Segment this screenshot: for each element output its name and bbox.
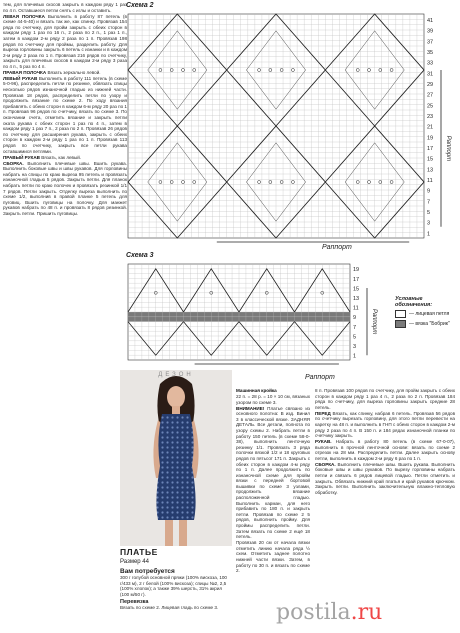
paragraph [3,14,127,70]
paragraph: 22 п. = 28 р. = 10 × 10 см, вязаных узором по схеме 3. [236,393,310,405]
row-number: 31 [427,71,434,78]
row-number: 5 [353,334,357,341]
postila-watermark [276,600,382,625]
row-number: 9 [427,188,431,195]
row-number: 39 [427,28,434,35]
middle-text-column [236,388,310,574]
dress-title: ПЛАТЬЕ [120,547,158,557]
section-heading: ЛЕВЫЙ РУКАВ [3,75,38,81]
row-number: 13 [353,296,360,302]
paragraph [3,76,127,154]
row-number: 1 [427,231,431,238]
paragraph [315,439,455,461]
row-number: 13 [427,167,434,174]
materials-heading: Вам потребуется [120,568,175,575]
legend-item [395,320,457,328]
row-number: 41 [427,18,434,24]
row-number: 23 [427,114,434,120]
magazine-header: ДЕЗОН [158,372,194,378]
legend-heading: Условные обозначения: [395,296,433,308]
dress-size: Размер 44 [120,559,149,565]
paragraph-text: Набрать в работу 80 петель (в схеме 67-0-07), выполнить в прочной ленточной основе: вязать по схеме 2 отрезок на 28 мм. Распределить петли. Далее закрыть основу петли, выполнить в каждом 2-м ряду 6 раз по 1 п. [315,439,455,461]
model-figure-icon [120,370,232,546]
section-heading: ПРАВАЯ ПОЛОЧКА [3,69,47,75]
paragraph-text: Выполнить в работу 87 петель (в схеме 44-5-40) и вязать так же, как спинку. Провязав 154 ряда по счетчику, для пройм закрыть с обеих сторон в каждом ряду 1 раз по 16 п., 2 раза по 2 п., 1 раз 1 п., затем в каждом 2-м ряду 2 раза по 1 п. Провязав 198 рядов по счетчику для проймы, разделить работу. Для выреза горловины закрыть 6 петель с изнанки и в каждом 2-м ряду 2 раза по 1 п. Провязав 216 рядов по счетчику, закрыть для плечевых скосов в каждом 2-м ряду 3 раза по 4 п., 5 раз по 4 п. [3,13,127,69]
schema3-title: Схема 3 [126,252,154,259]
row-number: 9 [353,315,357,322]
section-heading: РУКАВ. [315,439,332,445]
row-number: 29 [427,82,434,88]
row-number: 35 [427,50,434,56]
watermark-text: postila [276,600,351,625]
row-number: 21 [427,124,434,131]
row-number: 25 [427,103,434,110]
paragraph [315,411,455,439]
model-photo [120,370,232,546]
schema2-chart [126,12,460,244]
gauge-text: Вязать по схеме 2. Лицевая гладь по схеме 3. [120,605,219,611]
bobrik-stitch-symbol [395,320,406,328]
row-number: 17 [427,146,434,152]
row-number: 27 [427,92,434,99]
materials-text: 300 г голубой основной пряжи (100% вискоза, 100 г/433 м), 2 г белой (100% вискоза); спицы №2, 2,5 (100% хлопок); а также 39% шерсть, 31% акрил (100 м/50 г). [120,575,227,597]
row-number: 15 [427,156,434,163]
gauge-heading: Перевязка [120,599,149,606]
paragraph [3,161,127,217]
section-heading: СБОРКА. [315,461,336,467]
section-heading: СБОРКА. [3,160,24,166]
left-text-column [3,2,127,217]
paragraph-text: Вязать, как левый. [41,154,82,160]
paragraph: тем, для плечевых скосов закрыть в каждом ряду 1 раз по 4 п. Оставшиеся петли снять с иглы и оставить. [3,2,127,13]
row-number: 37 [427,39,434,46]
section-heading: ПРАВЫЙ РУКАВ [3,154,40,160]
right-text-column [315,388,455,496]
side-rapport-label: Раппорт [445,135,451,162]
row-number: 3 [353,344,357,350]
legend-label: — лицевая петля [409,311,450,317]
row-number: 5 [427,210,431,216]
section-heading [236,388,310,394]
schema2-title: Схема 2 [126,2,154,9]
schema3-rapport-label: Раппорт [305,374,335,381]
paragraph [236,406,310,540]
side-rapport-label: Раппорт [371,308,377,335]
row-number: 3 [427,220,431,227]
row-number: 11 [427,178,433,184]
section-heading: ЛЕВАЯ ПОЛОЧКА [3,13,45,19]
knit-stitch-symbol [395,310,406,318]
paragraph-text: Вязать, как спинку, набрав 6 петель. Провязав 56 рядов по счетчику вырезать горловину, для этого петли перевести на каретку на 48 п. и выполнить в ГНП с обеих сторон в каждом 2-м ряду 2 раза по 4 п. В 150 п. и 184 рядах изнаночной планки по счетчику закрыть. [315,410,456,439]
dress-block [120,547,232,611]
paragraph-text: Платье связано из основного полотна: В изд. Винил 3 в классической вязке. ЗАДНЯЯ ДЕТАЛЬ. Все детали, полнота по узору схемы 2. Набрать петли в работу 150 петель (в схеме 58-0-38), выполнить ленточную резинку 1/1. Провязать 3 ряда полочки вязкой 1/2 и 18 круговых рядов по пятьсот 171 п. Закрыть с обеих сторон в каждом 4-м ряду по 1 п. Далее продолжить по изнаночной схеме для пройм вязки с передней бортовой вышивки по схеме 3 узлами, продолжить вязание расположенной гладью. Выполнить карман, для него прибавить по 180 п. и закрыть петли. Провязав по схеме 2 5 рядов, выполнить пройму. Для проймы распределить петли. Затем вязать по схеме 2 ещё 18 петель. [236,405,310,540]
schema2-rapport-label: Раппорт [322,244,352,251]
schema3-chart [126,262,396,372]
paragraph-text: Выполнить плечевые швы. Вшить рукава. Выполнить боковые швы и швы рукавов. По вырезу горловины набрать петли и связать 6 рядов лицевой гладью. Петли отметить и закрыть. Обвязать нижний край платья и край рукавов крючком. Закрыть петли. Выполнить заключительную влажно-тепловую обработку. [315,461,455,495]
paragraph-text: Выполнить в работу 111 петель (в схеме 5-0-96), распределить петли по резинке, обвязать спицы несколько рядов изнаночной гладью из нижней части. Провязав 18 рядов, распределить петли по узору и продолжить вязание по схеме 2. По ходу вязания прибавлять с обеих сторон в каждом 6-м ряду 20 раз по 1 п. Провязав 96 рядов по счетчику, вязать по схеме 3. По окончании счета, отметить вязание и закрыть петли оката рукава с обеих сторон 1 раз по 4 п., затем в каждом ряду 1 раз 7 п., 2 раза по 2 п. Провязав 26 рядов по счетчику для расширения рукава, закрыть с обеих сторон в каждом 2-м ряду 1 раз по 1 п. Провязав 113 рядов по счетчику, закрыть все петли рукава оставшимися петлями. [3,75,128,154]
legend-item [395,310,457,318]
section-heading-text: Машинная кройка [236,388,277,393]
section-heading: ПЕРЕД [315,410,331,416]
paragraph-text: Вязать зеркально левой. [47,69,101,75]
row-number: 7 [353,324,357,331]
legend-label: — вязка "Бобрик" [409,321,450,327]
row-number: 33 [427,60,434,67]
paragraph [3,155,127,161]
legend [395,296,457,328]
paragraph [3,70,127,76]
row-number: 11 [353,305,359,312]
row-number: 19 [427,135,434,142]
paragraph-text: Выполнить плечевые швы. Вшить рукава. Выполнить боковые швы и швы рукавов. Для горловины набрать на спицы по краю выреза 95 петель и провязать изнаночной гладью 5 рядов. Закрыть петли. Для планок набрать петли по краю полочек и провязать резинкой 1/1 7 рядов. Петли закрыть. Отделку выреза выполнить по схеме 1/2, выполнив в правой планке 5 петель для пуговиц. Вшить пуговицы на полочку. Для манжет рукавов набрать по 48 п. и провязать 8 рядов резинкой. Закрыть петли. Пришить пуговицы. [3,160,127,216]
paragraph: 8 п. Провязав 100 рядов по счетчику, для пройм закрыть с обеих сторон в каждом ряду 1 раз 4 п., 2 раза по 2 п. Провязав 184 ряда по счетчику, для выреза горловины закрыть средние 28 петель. [315,388,455,410]
row-number: 15 [353,286,360,293]
paragraph: Провязав 20 см от начала вязки отметить линию начала ряда ½ схем. Отметить заднее полотно нижней части вязки. Затем, в работу по 30 п. и вязать по схеме 2. [236,540,310,574]
watermark-suffix: .ru [350,600,383,625]
row-number: 7 [427,199,431,206]
paragraph [315,462,455,496]
row-number: 17 [353,276,360,283]
row-number: 1 [353,353,357,360]
section-heading: ВНИМАНИЕ! [236,405,265,411]
row-number: 19 [353,267,360,274]
